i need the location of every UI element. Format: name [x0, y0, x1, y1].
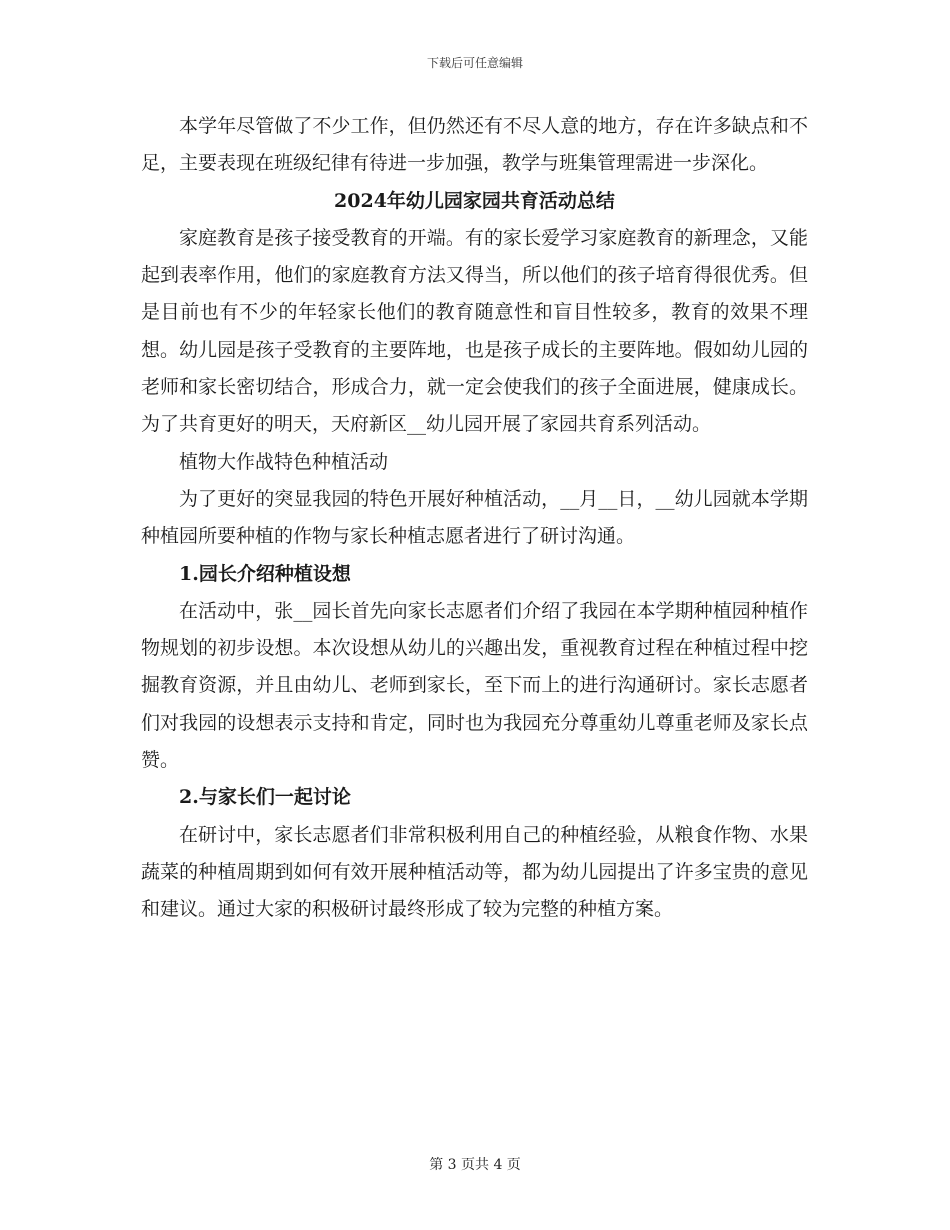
section-heading-2: 2.与家长们一起讨论 [179, 786, 351, 809]
paragraph-activity-name: 植物大作战特色种植活动 [179, 450, 389, 473]
page-number-footer: 第 3 页共 4 页 [429, 1157, 521, 1173]
page-header: 下载后可任意编辑 [426, 56, 523, 70]
paragraph-discussion: 在研讨中，家长志愿者们非常积极利用自己的种植经验，从粮食作物、水果蔬菜的种植周期到如何有效开展种植活动等，都为幼儿园提出了许多宝贵的意见和建议。通过大家的积极研讨最终形成了较为完整的种植方案。 [141, 823, 808, 921]
paragraph-director-plan: 在活动中，张__园长首先向家长志愿者们介绍了我园在本学期种植园种植作物规划的初步设想。本次设想从幼儿的兴趣出发，重视教育过程在种植过程中挖掘教育资源，并且由幼儿、老师到家长，至下而上的进行沟通研讨。家长志愿者们对我园的设想表示支持和肯定，同时也为我园充分尊重幼儿尊重老师及家长点赞。 [141, 599, 808, 772]
document-title: 2024年幼儿园家园共育活动总结 [334, 189, 615, 212]
document-body [141, 108, 808, 929]
paragraph-shortcomings: 本学年尽管做了不少工作，但仍然还有不尽人意的地方，存在许多缺点和不足，主要表现在班级纪律有待进一步加强，教学与班集管理需进一步深化。 [141, 115, 808, 175]
paragraph-family-education: 家庭教育是孩子接受教育的开端。有的家长爱学习家庭教育的新理念，又能起到表率作用，他们的家庭教育方法又得当，所以他们的孩子培育得很优秀。但是目前也有不少的年轻家长他们的教育随意性和盲目性较多，教育的效果不理想。幼儿园是孩子受教育的主要阵地，也是孩子成长的主要阵地。假如幼儿园的老师和家长密切结合，形成合力，就一定会使我们的孩子全面进展，健康成长。为了共育更好的明天，天府新区__幼儿园开展了家园共育系列活动。 [141, 226, 808, 436]
paragraph-planting-intro: 为了更好的突显我园的特色开展好种植活动，__月__日，__幼儿园就本学期种植园所要种植的作物与家长种植志愿者进行了研讨沟通。 [141, 487, 808, 548]
section-heading-1: 1.园长介绍种植设想 [179, 562, 351, 585]
